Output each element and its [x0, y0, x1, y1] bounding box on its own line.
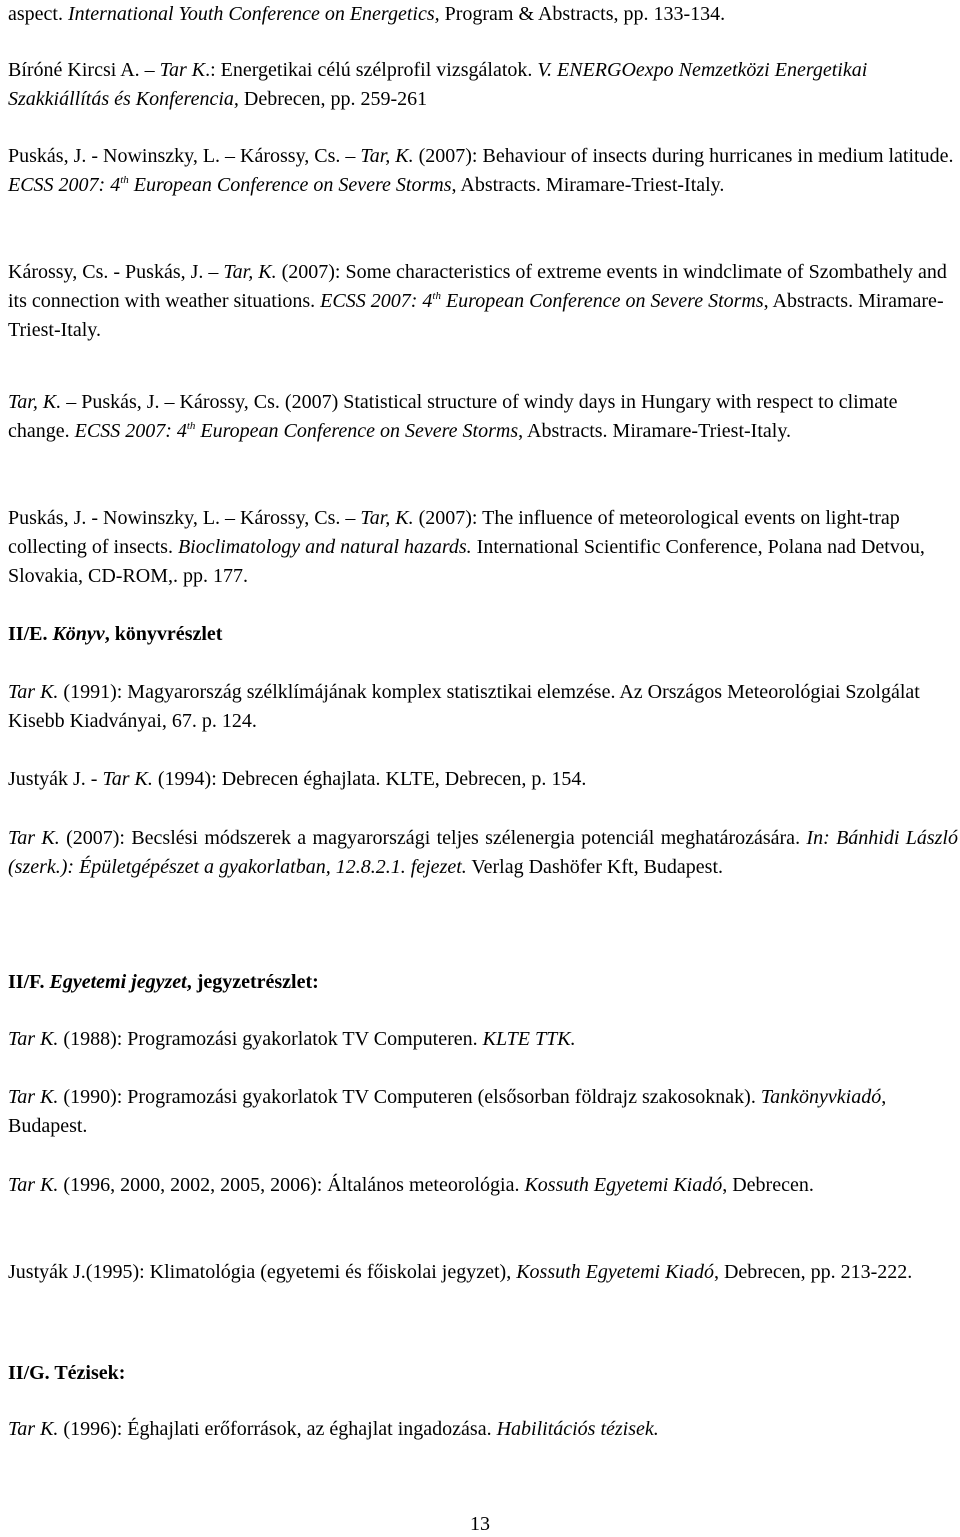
reference-entry: [8, 388, 958, 446]
text-run: Tar K.: [8, 1086, 59, 1108]
text-run: Egyetemi jegyzet: [49, 971, 187, 993]
text-run: Bioclimatology and natural hazards.: [177, 536, 472, 558]
text-run: Program & Abstracts, pp. 133-134.: [439, 3, 726, 25]
text-run: European Conference on Severe Storms: [440, 290, 764, 312]
text-run: – Puskás, J. – Károssy, Cs. (2007) Statistical structure of windy days in Hungary with respect to climate change.: [8, 391, 898, 442]
text-run: ECSS 2007: 4: [74, 420, 187, 442]
text-run: In: Bánhidi László (szerk.): Épületgépészet a gyakorlatban, 12.8.2.1. fejezet.: [8, 827, 958, 878]
text-run: , könyvrészlet: [104, 623, 223, 645]
text-run: Habilitációs tézisek.: [496, 1418, 659, 1440]
text-run: International Scientific Conference, Polana nad Detvou, Slovakia, CD-ROM,. pp. 177.: [8, 536, 925, 587]
text-run: , Abstracts. Miramare-Triest-Italy.: [8, 290, 944, 341]
section-heading: [8, 620, 222, 649]
reference-entry: [8, 0, 958, 29]
section-heading: [8, 968, 319, 997]
text-run: , Abstracts. Miramare-Triest-Italy.: [451, 174, 725, 196]
text-run: International Youth Conference on Energetics,: [67, 3, 440, 25]
text-run: Tar K.: [102, 768, 153, 790]
text-run: Tar, K.: [223, 261, 277, 283]
text-run: (2007): Behaviour of insects during hurricanes in medium latitude.: [413, 145, 954, 167]
text-run: Tar, K.: [360, 507, 414, 529]
text-run: ECSS 2007: 4: [320, 290, 433, 312]
text-run: II/E.: [8, 623, 53, 645]
text-run: II/G. Tézisek:: [8, 1362, 126, 1384]
text-run: aspect.: [8, 3, 68, 25]
text-run: th: [120, 174, 129, 186]
text-run: Puskás, J. - Nowinszky, L. – Károssy, Cs. –: [8, 507, 361, 529]
text-run: th: [432, 290, 441, 302]
text-run: Kossuth Egyetemi Kiadó: [524, 1174, 723, 1196]
text-run: Debrecen, pp. 259-261: [238, 88, 428, 110]
text-run: Justyák J. -: [8, 768, 103, 790]
text-run: (1988): Programozási gyakorlatok TV Computeren.: [58, 1028, 483, 1050]
page-number: 13: [470, 1513, 490, 1535]
text-run: (1994): Debrecen éghajlata. KLTE, Debrecen, p. 154.: [152, 768, 587, 790]
text-run: th: [186, 420, 196, 432]
text-run: (1990): Programozási gyakorlatok TV Computeren (elsősorban földrajz szakosoknak).: [58, 1086, 761, 1108]
text-run: Tar K.: [8, 1028, 59, 1050]
text-run: , Budapest.: [8, 1086, 887, 1137]
text-run: Tar K: [159, 59, 206, 81]
text-run: , Abstracts. Miramare-Triest-Italy.: [518, 420, 792, 442]
text-run: Tar K.: [8, 1174, 59, 1196]
text-run: (1996, 2000, 2002, 2005, 2006): Általános meteorológia.: [58, 1174, 525, 1196]
text-run: Tankönyvkiadó: [760, 1086, 882, 1108]
reference-entry: [8, 258, 958, 345]
section-heading: [8, 1359, 125, 1388]
text-run: Károssy, Cs. - Puskás, J. –: [8, 261, 224, 283]
text-run: (2007): Becslési módszerek a magyarországi teljes szélenergia potenciál meghatározására.: [59, 827, 807, 849]
text-run: Verlag Dashöfer Kft, Budapest.: [466, 856, 724, 878]
reference-entry: [8, 504, 958, 591]
text-run: , Debrecen.: [722, 1174, 814, 1196]
text-run: Könyv: [52, 623, 105, 645]
reference-entry: [8, 142, 958, 200]
text-run: European Conference on Severe Storms: [128, 174, 452, 196]
reference-entry: [8, 824, 958, 882]
text-run: European Conference on Severe Storms: [195, 420, 519, 442]
text-run: KLTE TTK.: [482, 1028, 576, 1050]
text-run: II/F.: [8, 971, 50, 993]
reference-entry: [8, 678, 958, 736]
text-run: .: Energetikai célú szélprofil vizsgálatok.: [205, 59, 538, 81]
reference-entry: [8, 1258, 958, 1287]
text-run: Tar K.: [8, 827, 60, 849]
text-run: V. ENERGOexpo Nemzetközi Energetikai Szakkiállítás és Konferencia,: [8, 59, 868, 110]
reference-entry: [8, 1083, 958, 1141]
text-run: Tar K.: [8, 1418, 59, 1440]
text-run: Bíróné Kircsi A. –: [8, 59, 160, 81]
text-run: ECSS 2007: 4: [8, 174, 121, 196]
text-run: Tar, K.: [360, 145, 414, 167]
reference-entry: [8, 56, 958, 114]
text-run: Puskás, J. - Nowinszky, L. – Károssy, Cs. –: [8, 145, 361, 167]
reference-entry: [8, 1171, 958, 1200]
text-run: , Debrecen, pp. 213-222.: [713, 1261, 913, 1283]
text-run: (1991): Magyarország szélklímájának komplex statisztikai elemzése. Az Országos Meteorológiai Szolgálat Kisebb Kiadványai, 67. p. 124.: [8, 681, 920, 732]
text-run: Kossuth Egyetemi Kiadó: [516, 1261, 714, 1283]
reference-entry: [8, 1415, 958, 1444]
reference-entry: [8, 765, 958, 794]
text-run: , jegyzetrészlet:: [186, 971, 319, 993]
text-run: (2007): Some characteristics of extreme events in windclimate of Szombathely and its connection with weather situations.: [8, 261, 947, 312]
text-run: Justyák J.(1995): Klimatológia (egyetemi és főiskolai jegyzet),: [8, 1261, 517, 1283]
text-run: Tar, K.: [8, 391, 62, 413]
reference-entry: [8, 1025, 958, 1054]
text-run: Tar K.: [8, 681, 59, 703]
text-run: (1996): Éghajlati erőforrások, az éghajlat ingadozása.: [58, 1418, 497, 1440]
text-run: (2007): The influence of meteorological events on light-trap collecting of insects.: [8, 507, 900, 558]
